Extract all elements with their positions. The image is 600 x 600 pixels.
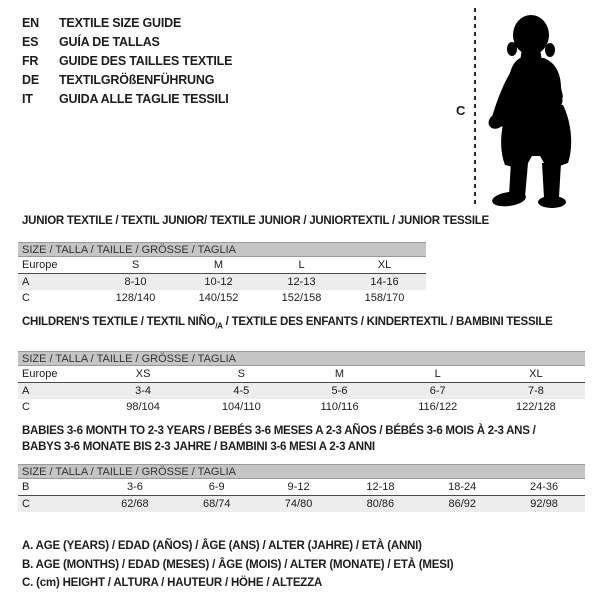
row-value: 18-24 <box>448 481 477 493</box>
row-value: 74/80 <box>284 498 313 510</box>
row-value: XS <box>135 368 151 381</box>
row-value: 104/110 <box>221 401 261 414</box>
lang-label: TEXTILE SIZE GUIDE <box>59 15 182 30</box>
row-value: XL <box>529 368 543 381</box>
row-value: 128/140 <box>115 292 156 304</box>
section-title-text: BABIES 3-6 MONTH TO 2-3 YEARS / BEBÉS 3-6 MESES A 2-3 AÑOS / BÉBÉS 3-6 MOIS À 2-3 ANS / <box>22 425 536 437</box>
footnote-b: B. AGE (MONTHS) / EDAD (MESES) / ÂGE (MOIS) / ALTER (MONATE) / ETÀ (MESI) <box>22 558 454 571</box>
lang-code: FR <box>22 53 39 68</box>
table-row-a <box>18 383 585 399</box>
table-size-header: SIZE / TALLA / TAILLE / GRÖSSE / TAGLIA <box>18 242 426 257</box>
row-value: 7-8 <box>527 385 544 398</box>
table-row-europe <box>18 257 426 274</box>
row-value: L <box>434 368 441 381</box>
row-value: 6-7 <box>429 385 446 398</box>
row-value: 24-36 <box>529 481 559 493</box>
row-value: 98/104 <box>126 401 160 414</box>
row-value: 3-4 <box>135 385 152 398</box>
size-section-junior <box>18 213 489 306</box>
row-value: M <box>334 368 345 381</box>
size-table-junior <box>18 242 426 306</box>
row-value: 12-18 <box>366 481 395 493</box>
lang-code: ES <box>22 34 39 49</box>
section-title-text: / TEXTILE DES ENFANTS / KINDERTEXTIL / BAMBINI TESSILE <box>222 316 553 328</box>
row-value: 62/68 <box>121 498 149 510</box>
row-value: M <box>213 259 224 271</box>
table-row-c <box>18 399 585 415</box>
baby-silhouette-icon <box>484 5 598 210</box>
size-section-children <box>18 314 585 415</box>
row-value: XL <box>377 259 392 271</box>
footnotes <box>22 537 453 593</box>
section-title-junior <box>22 213 489 229</box>
row-value: L <box>298 259 305 271</box>
table-row-europe <box>18 366 585 383</box>
section-title-text: BABYS 3-6 MONATE BIS 2-3 JAHRE / BAMBINI 3-6 MESI A 2-3 ANNI <box>22 441 375 453</box>
table-size-header: SIZE / TALLA / TAILLE / GRÖSSE / TAGLIA <box>18 464 585 479</box>
size-table-babies <box>18 464 585 512</box>
section-title-babies <box>22 423 585 455</box>
lang-row-en <box>22 13 232 32</box>
table-size-header: SIZE / TALLA / TAILLE / GRÖSSE / TAGLIA <box>18 351 585 366</box>
lang-code: DE <box>22 72 39 87</box>
row-value: 158/170 <box>364 292 405 304</box>
row-value: S <box>131 259 140 271</box>
row-value: 10-12 <box>204 276 233 288</box>
row-label: A <box>22 385 30 398</box>
row-value: 140/152 <box>198 292 239 304</box>
row-value: 110/116 <box>320 401 359 414</box>
row-value: 6-9 <box>208 481 225 493</box>
row-value: S <box>237 368 245 381</box>
size-section-babies <box>18 423 585 512</box>
row-value: 8-10 <box>124 276 147 288</box>
row-value: 152/158 <box>281 292 322 304</box>
lang-row-it <box>22 89 232 108</box>
table-row-c <box>18 290 426 306</box>
table-row-a <box>18 274 426 290</box>
lang-row-fr <box>22 51 232 70</box>
row-value: 86/92 <box>448 498 476 510</box>
lang-label: GUÍA DE TALLAS <box>59 34 160 49</box>
row-label: Europe <box>22 368 58 381</box>
row-value: 122/128 <box>516 401 556 414</box>
row-value: 116/122 <box>418 401 458 414</box>
row-label: A <box>22 276 30 288</box>
row-value: 92/98 <box>530 498 558 510</box>
language-header <box>22 13 232 108</box>
lang-label: GUIDA ALLE TAGLIE TESSILI <box>59 91 229 106</box>
lang-label: GUIDE DES TAILLES TEXTILE <box>59 53 233 68</box>
row-value: 68/74 <box>202 498 231 510</box>
footnote-c: C. (cm) HEIGHT / ALTURA / HAUTEUR / HÖHE / ALTEZZA <box>22 577 323 589</box>
row-value: 4-5 <box>233 385 250 398</box>
lang-label: TEXTILGRÖßENFÜHRUNG <box>59 72 215 87</box>
row-value: 14-16 <box>370 276 399 288</box>
table-row-c <box>18 496 585 512</box>
row-value: 3-6 <box>126 481 143 493</box>
row-value: 12-13 <box>287 276 316 288</box>
footnote-a: A. AGE (YEARS) / EDAD (AÑOS) / ÂGE (ANS) / ALTER (JAHRE) / ETÀ (ANNI) <box>22 540 422 552</box>
row-value: 9-12 <box>287 481 310 493</box>
lang-code: IT <box>22 91 33 106</box>
size-table-children <box>18 351 585 415</box>
row-label: C <box>22 498 30 510</box>
section-title-sub: /A <box>215 321 223 331</box>
row-label: C <box>22 292 30 304</box>
table-row-b <box>18 479 585 496</box>
row-label: B <box>22 481 30 493</box>
row-label: C <box>22 401 30 414</box>
lang-code: EN <box>22 15 39 30</box>
section-title-text: JUNIOR TEXTILE / TEXTIL JUNIOR/ TEXTILE JUNIOR / JUNIORTEXTIL / JUNIOR TESSILE <box>22 215 489 227</box>
lang-row-es <box>22 32 232 51</box>
row-label: Europe <box>22 259 58 271</box>
section-title-children <box>22 314 585 334</box>
lang-row-de <box>22 70 232 89</box>
row-value: 80/86 <box>366 498 395 510</box>
height-measure-dashed-line <box>474 8 476 205</box>
row-value: 5-6 <box>331 385 348 398</box>
height-measure-label: C <box>456 103 466 118</box>
section-title-text: CHILDREN'S TEXTILE / TEXTIL NIÑO <box>22 316 216 328</box>
